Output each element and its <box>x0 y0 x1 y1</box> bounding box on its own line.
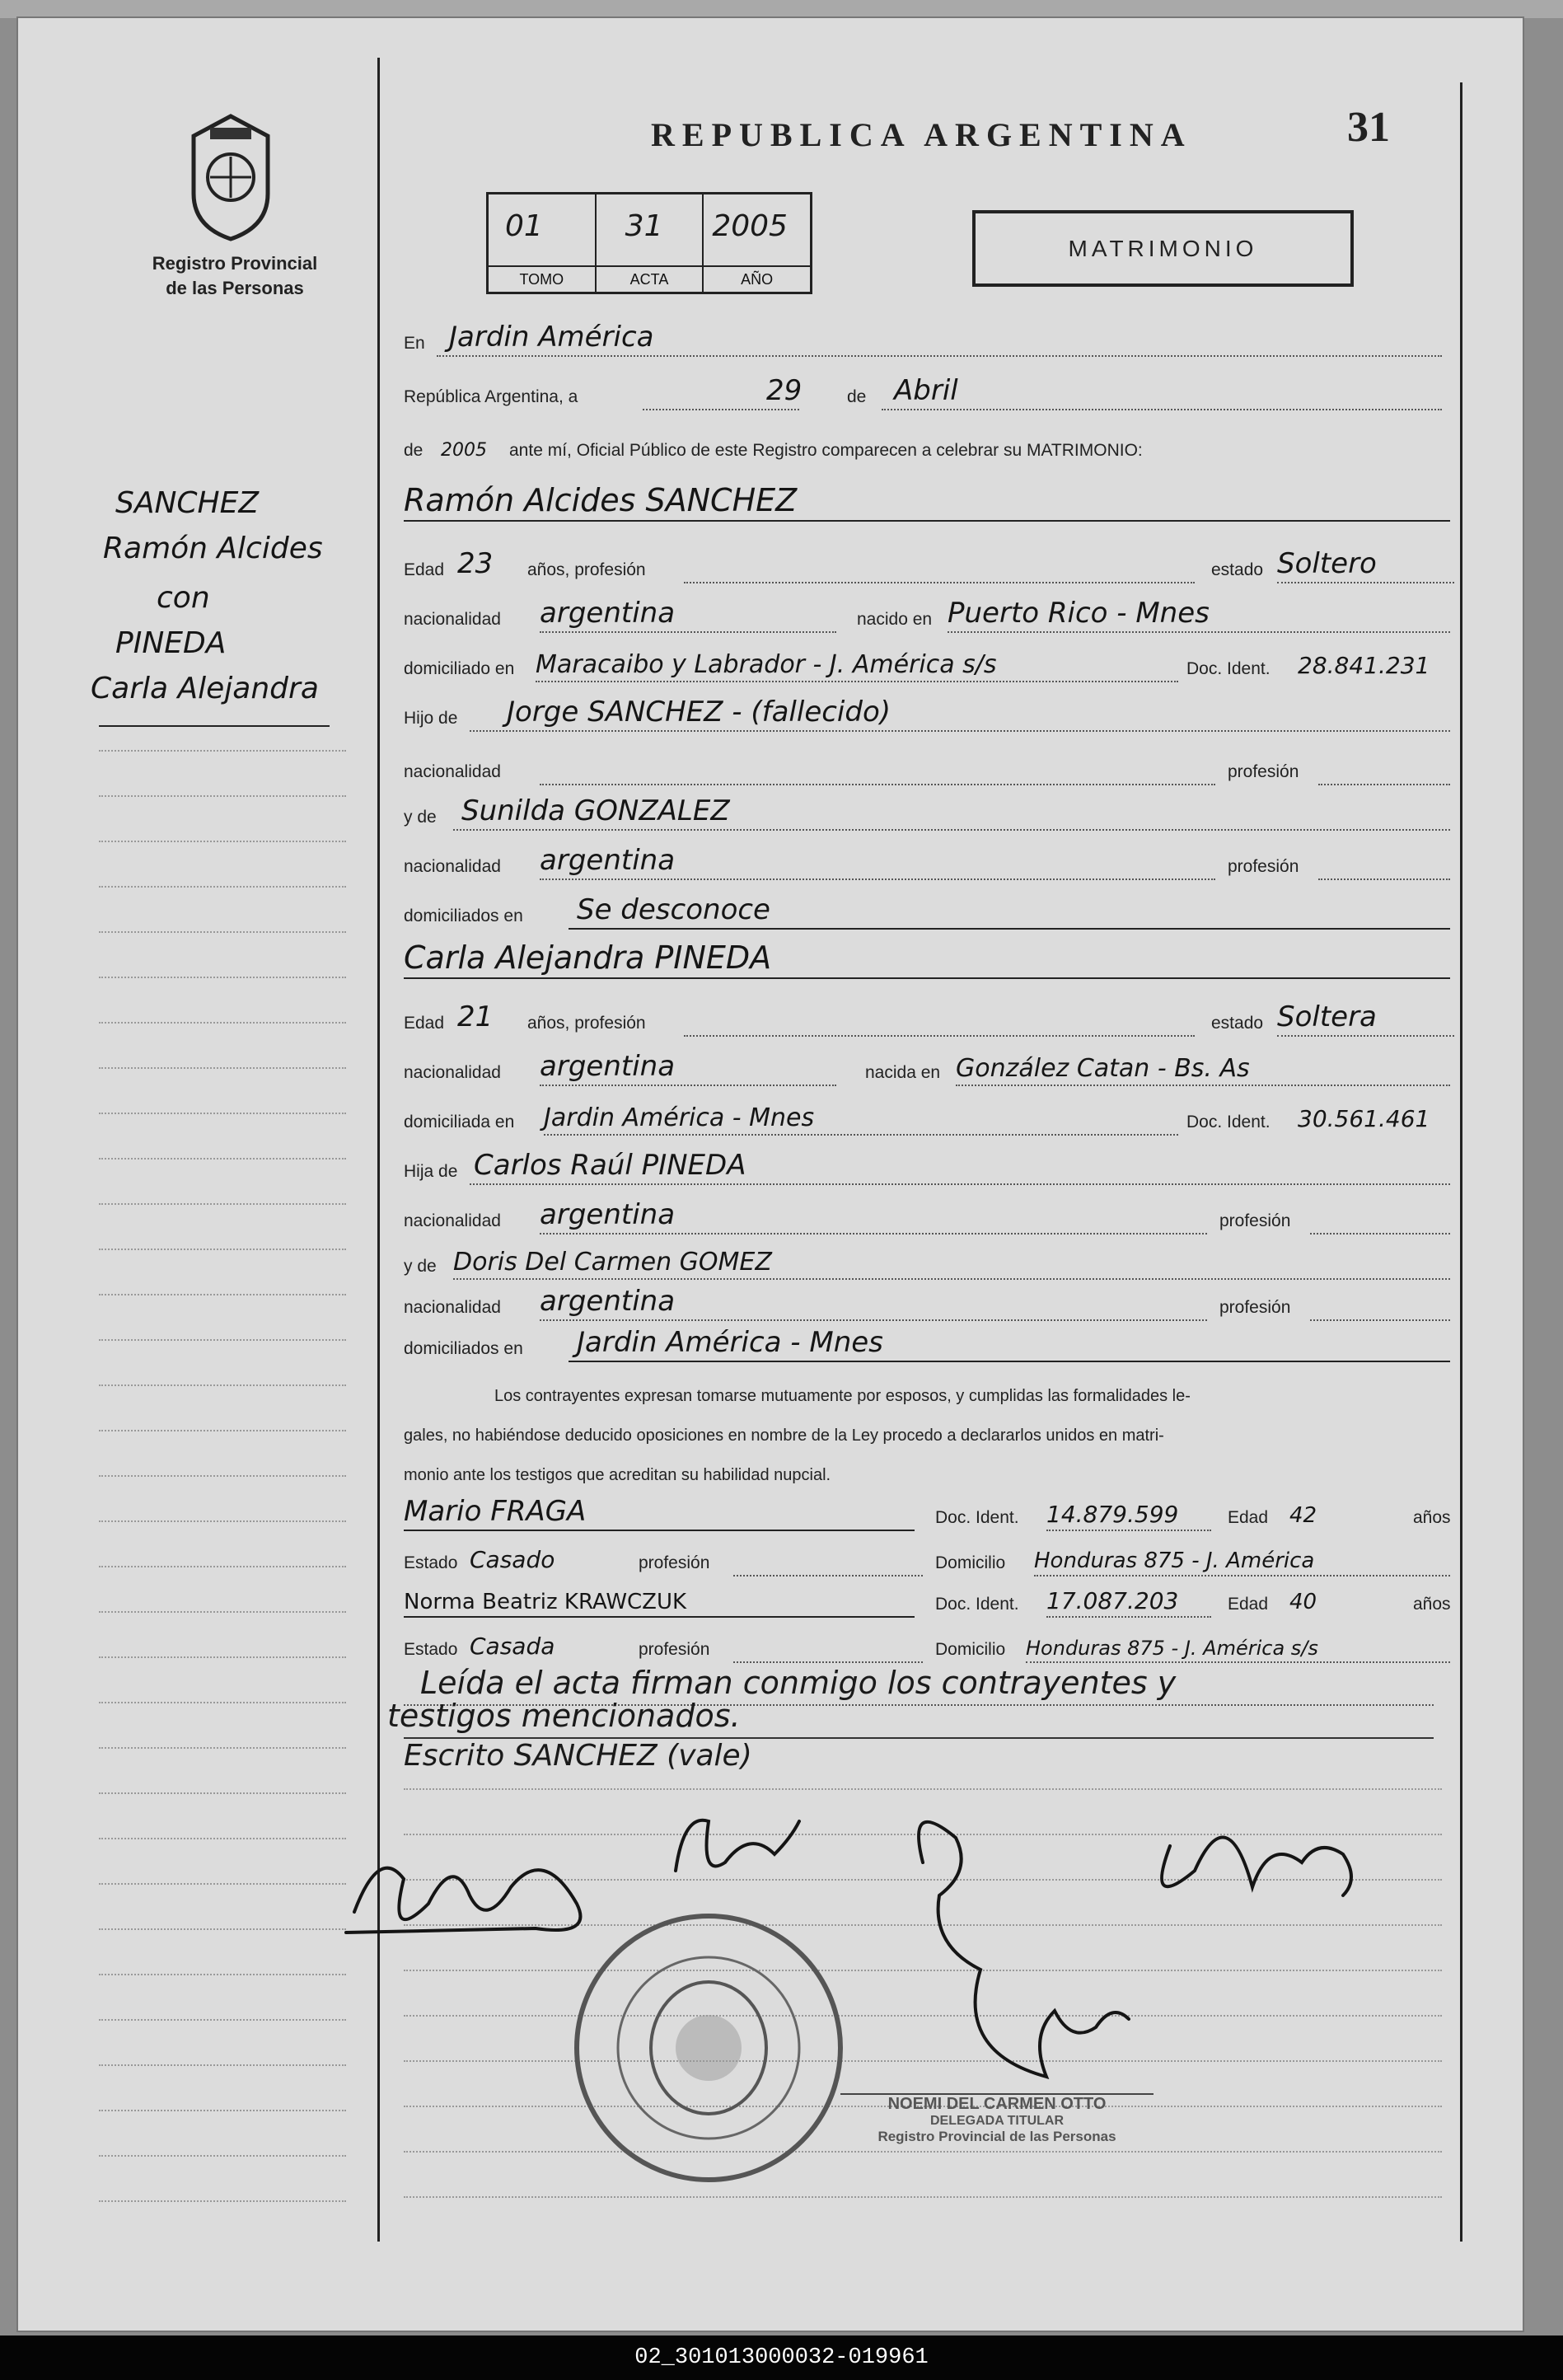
groom-nationality-row: nacionalidad argentina nacido en Puerto Rico - Mnes <box>404 602 1458 635</box>
day-value: 29 <box>766 374 803 407</box>
acta-value: 31 <box>625 209 663 243</box>
anio-label: AÑO <box>704 265 810 292</box>
record-number-box <box>486 192 812 294</box>
margin-surname-2: PINEDA <box>115 626 227 660</box>
bride-nationality-row: nacionalidad argentina nacida en González Catan - Bs. As <box>404 1055 1458 1088</box>
bride-name-row <box>404 939 1458 981</box>
official-round-stamp-icon <box>569 1908 849 2188</box>
page-number: 31 <box>1347 104 1390 151</box>
groom-name: Ramón Alcides SANCHEZ <box>404 482 798 518</box>
declaration-text: Los contrayentes expresan tomarse mutuamente por esposos, y cumplidas las formalidades le- gales, no habiéndose deducido oposiciones en nombre de la Ley procedo a declararlos unidos en matri- monio ante los testigos que acreditan su habilidad nupcial. <box>404 1387 1191 1484</box>
closing-line-1: Leída el acta firman conmigo los contrayentes y <box>420 1665 1177 1701</box>
margin-underline <box>99 725 330 727</box>
intro-row: de 2005 ante mí, Oficial Público de este Registro comparecen a celebrar su MATRIMONIO: <box>404 440 1143 461</box>
record-type-box: MATRIMONIO <box>972 210 1354 287</box>
signature-bride <box>676 1820 799 1871</box>
closing-line-2: testigos mencionados. <box>387 1698 741 1734</box>
bride-mother-row: y de Doris Del Carmen GOMEZ <box>404 1249 1458 1281</box>
groom-age-row: Edad 23 años, profesión estado Soltero <box>404 552 1458 585</box>
year-value: 2005 <box>441 440 487 461</box>
groom-father-nat-row: nacionalidad profesión <box>404 754 1458 787</box>
certificate-page <box>16 16 1524 2332</box>
groom-parents-address-row: domiciliados en Se desconoce <box>404 898 1458 931</box>
bride-name: Carla Alejandra PINEDA <box>404 939 772 976</box>
margin-given-1: Ramón Alcides <box>103 532 323 565</box>
closing-line-3: Escrito SANCHEZ (vale) <box>404 1739 752 1773</box>
tomo-label: TOMO <box>489 265 595 292</box>
witness1-name-row: Mario FRAGA Doc. Ident. 14.879.599 Edad 42 años <box>404 1500 1458 1533</box>
groom-name-row <box>404 482 1458 523</box>
bride-father-row: Hija de Carlos Raúl PINEDA <box>404 1154 1458 1187</box>
margin-given-2: Carla Alejandra <box>91 672 319 705</box>
witness2-name-row: Norma Beatriz KRAWCZUK Doc. Ident. 17.087.203 Edad 40 años <box>404 1586 1458 1619</box>
bride-mother-nat-row: nacionalidad argentina profesión <box>404 1290 1458 1323</box>
signature-groom <box>346 1868 580 1933</box>
groom-address-row: domiciliado en Maracaibo y Labrador - J. América s/s Doc. Ident. 28.841.231 <box>404 651 1458 684</box>
right-border <box>1460 82 1462 2242</box>
margin-con: con <box>157 581 210 615</box>
witness1-details-row: Estado Casado profesión Domicilio Honduras 875 - J. América <box>404 1545 1458 1578</box>
delegate-stamp: NOEMI DEL CARMEN OTTO DELEGADA TITULAR Registro Provincial de las Personas <box>840 2093 1154 2145</box>
margin-surname-1: SANCHEZ <box>115 486 260 520</box>
month-value: Abril <box>894 374 958 407</box>
anio-value: 2005 <box>712 209 788 243</box>
bride-address-row: domiciliada en Jardin América - Mnes Doc. Ident. 30.561.461 <box>404 1104 1458 1137</box>
tomo-value: 01 <box>505 209 543 243</box>
acta-label: ACTA <box>597 265 703 292</box>
province-seal-icon <box>185 111 276 243</box>
signature-witness2 <box>1162 1838 1351 1896</box>
file-id-footer: 02_301013000032-019961 <box>0 2335 1563 2380</box>
groom-mother-row: y de Sunilda GONZALEZ <box>404 799 1458 832</box>
groom-mother-nat-row: nacionalidad argentina profesión <box>404 849 1458 882</box>
groom-father-row: Hijo de Jorge SANCHEZ - (fallecido) <box>404 700 1458 733</box>
registry-name: Registro Provincial de las Personas <box>152 253 318 298</box>
place-value: Jardin América <box>449 321 654 354</box>
bride-age-row: Edad 21 años, profesión estado Soltera <box>404 1005 1458 1038</box>
signature-witness1 <box>919 1822 1129 2077</box>
country-title: REPUBLICA ARGENTINA <box>651 116 1192 153</box>
place-row: En Jardin América <box>404 326 1458 358</box>
bride-father-nat-row: nacionalidad argentina profesión <box>404 1203 1458 1236</box>
witness2-details-row: Estado Casada profesión Domicilio Honduras 875 - J. América s/s <box>404 1632 1458 1665</box>
bride-parents-address-row: domiciliados en Jardin América - Mnes <box>404 1331 1458 1364</box>
top-edge <box>0 0 1563 18</box>
date-row: República Argentina, a 29 de Abril <box>404 379 1458 412</box>
